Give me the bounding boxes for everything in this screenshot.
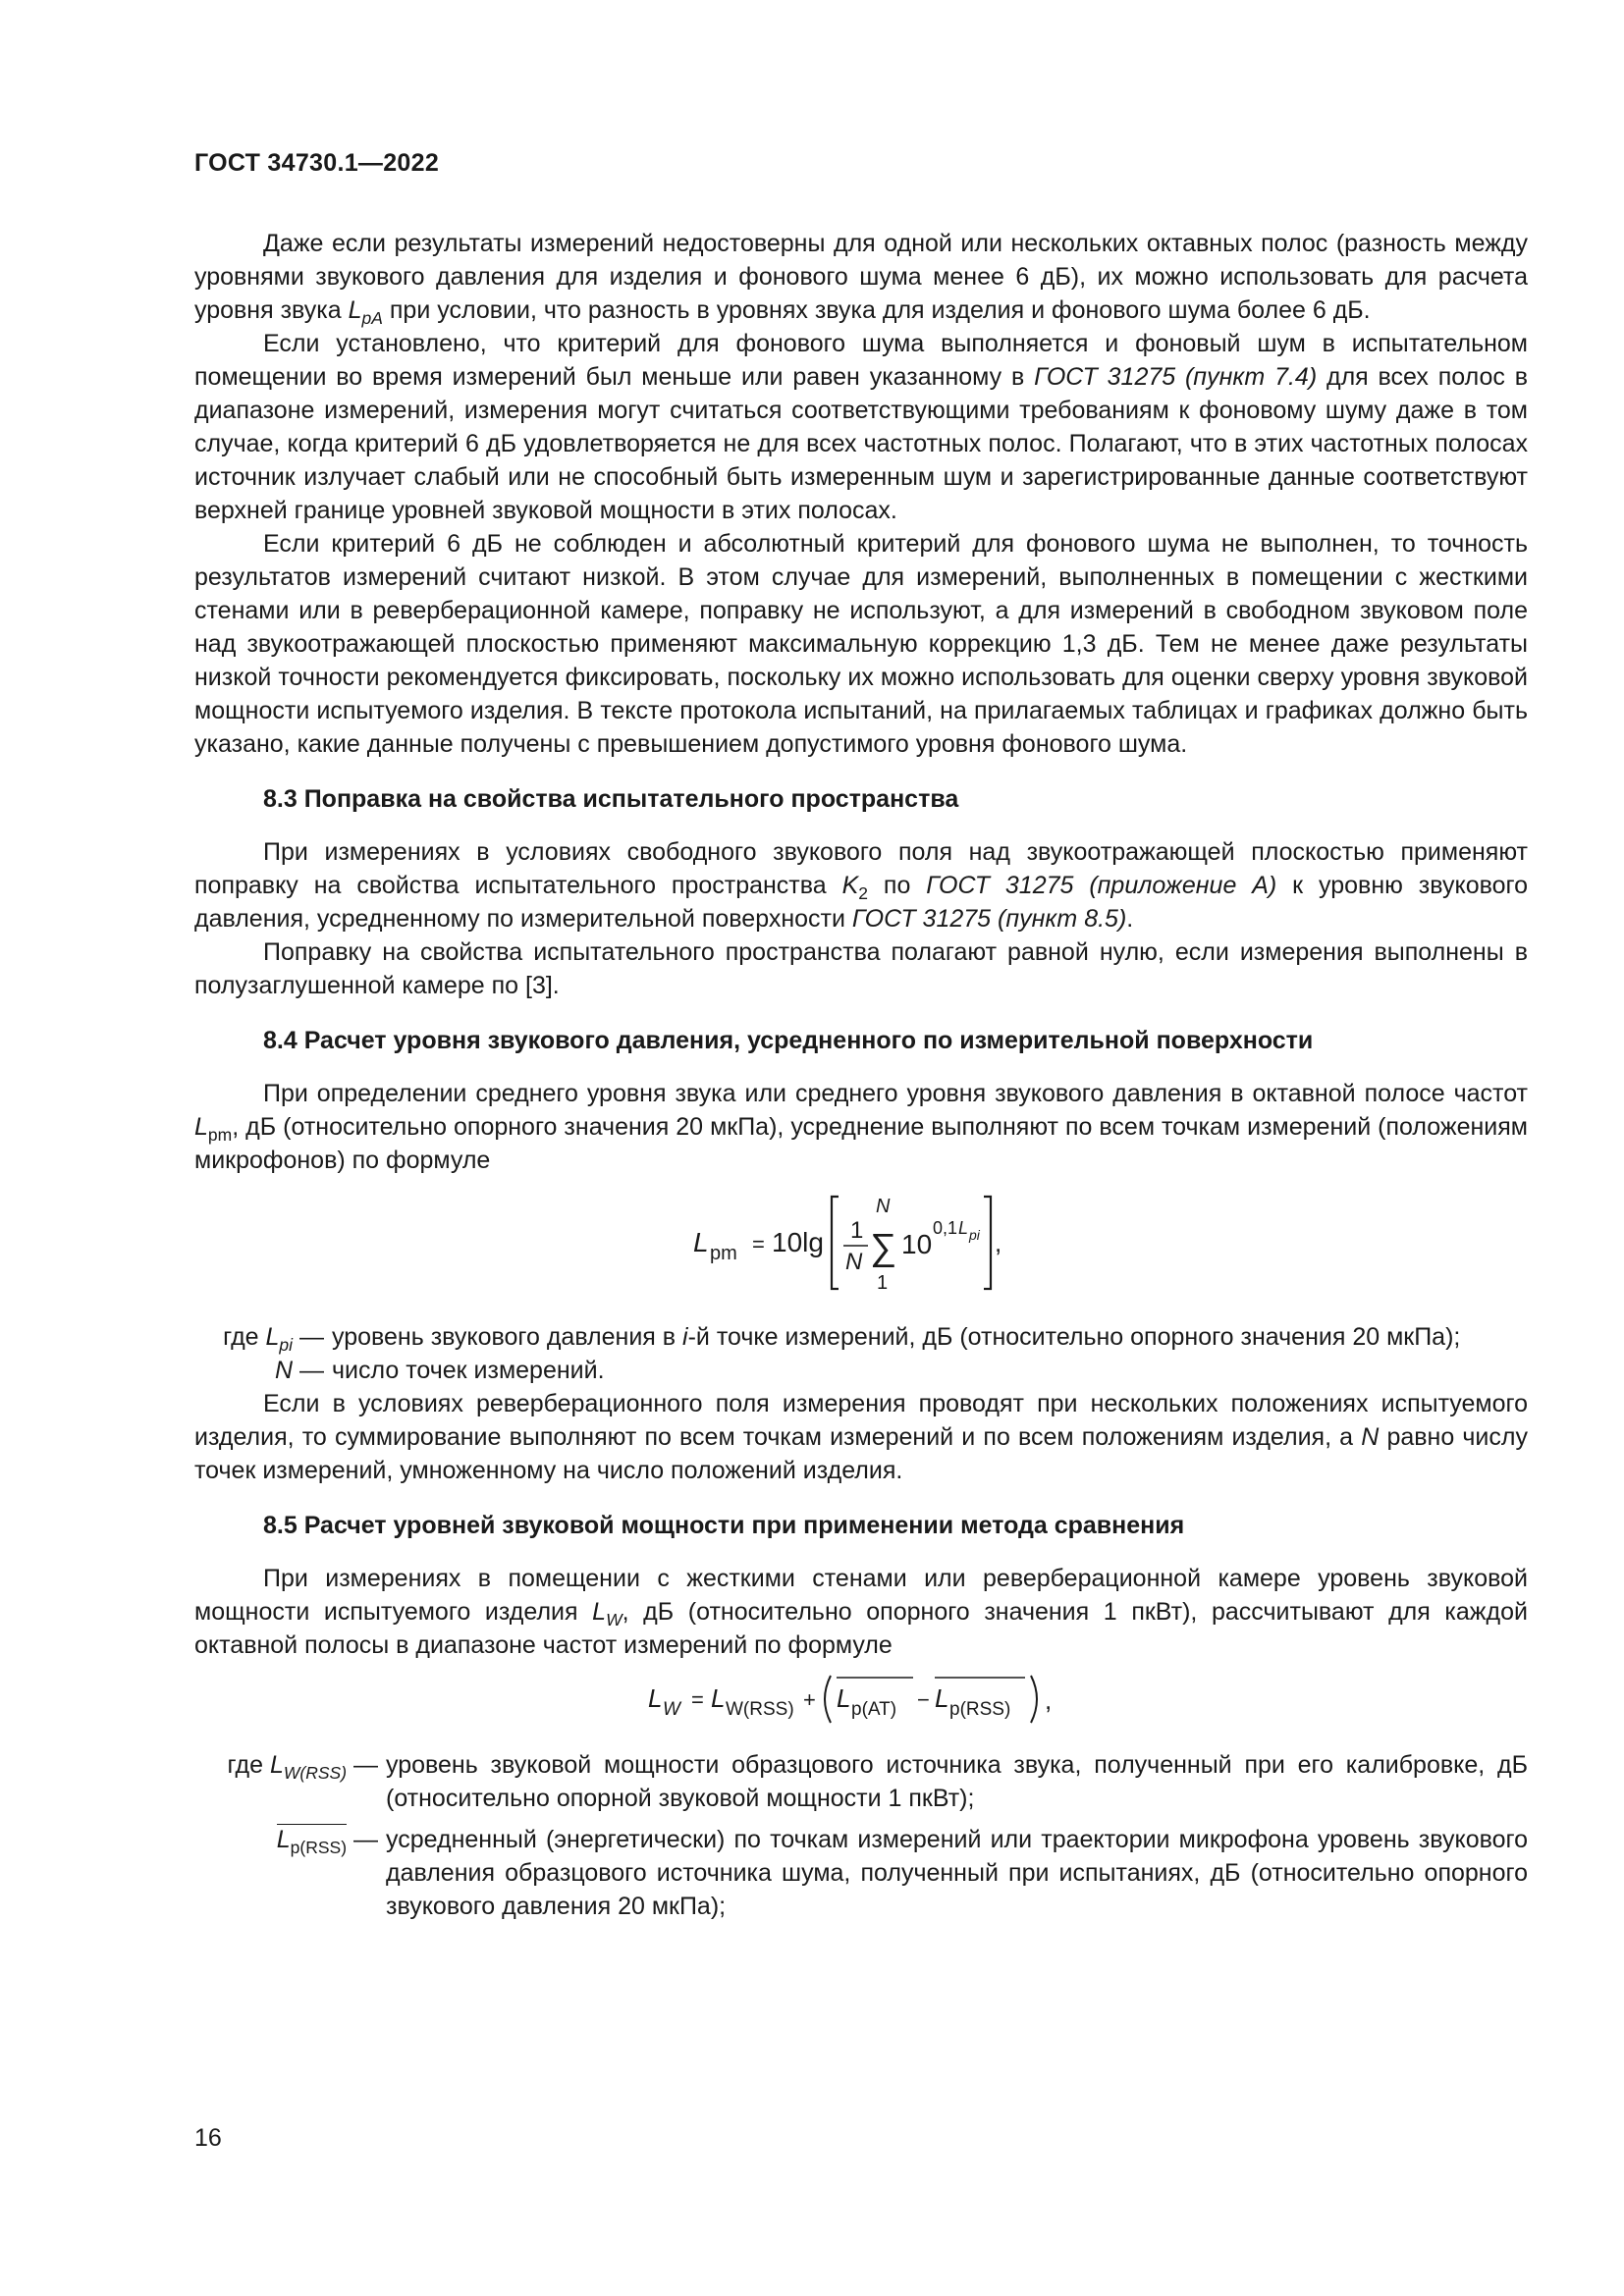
formula-mean-level — [194, 1191, 1528, 1299]
text-run: При измерениях в помещении с жесткими стенами или реверберационной камере уровень звуковой мощности испытуемого изделия — [194, 1565, 1528, 1626]
left-bracket — [832, 1197, 839, 1289]
text-run: по — [868, 872, 927, 899]
document-header: ГОСТ 34730.1—2022 — [194, 149, 440, 177]
exponent-subscript: pi — [969, 1227, 980, 1243]
formula-term-sub: p(AT) — [851, 1699, 897, 1720]
formula-lhs-sub: W — [663, 1699, 680, 1720]
text-run: равно числу точек измерений, умноженному на число положений изделия. — [194, 1423, 1528, 1484]
text-run: к уровню звукового давления, усредненному по измерительной поверхности — [194, 872, 1528, 933]
page-number: 16 — [194, 2124, 222, 2152]
definition-item — [194, 1748, 1528, 1815]
formula-comma: , — [995, 1228, 1002, 1257]
definition-item — [194, 1823, 1528, 1923]
formula-sound-power — [194, 1672, 1528, 1727]
definition-term: где $L_{pi}$ — — [223, 1323, 324, 1355]
symbol: L — [592, 1598, 607, 1626]
formula-term: L — [711, 1683, 726, 1713]
formula-term-sub: W(RSS) — [726, 1699, 794, 1720]
symbol-subscript: W — [606, 1610, 623, 1629]
formula-eq: = — [691, 1687, 704, 1712]
formula-coef: 10lg — [772, 1227, 824, 1257]
text-run: , дБ (относительно опорного значения 20 мкПа), усреднение выполняют по всем точкам измерений (положениям микрофонов) по формуле — [194, 1113, 1528, 1174]
standard-reference: ГОСТ 31275 (приложение А) — [926, 872, 1277, 899]
paragraph — [194, 327, 1528, 527]
right-paren — [1031, 1676, 1037, 1723]
document-page — [194, 0, 1528, 2296]
formula-lhs-sub: pm — [710, 1243, 737, 1264]
definition-term: $L_{p(RSS)}$ — — [276, 1826, 378, 1857]
paragraph — [194, 835, 1528, 935]
text-run: . — [1126, 905, 1134, 933]
definition-term: где $L_{W(RSS)}$ — — [227, 1751, 378, 1783]
sum-upper-limit: N — [876, 1196, 891, 1217]
definition-item — [194, 1320, 1528, 1354]
symbol: N — [1361, 1423, 1380, 1451]
paragraph — [194, 227, 1528, 327]
fraction-numerator: 1 — [850, 1217, 864, 1244]
document-body — [194, 227, 1528, 1923]
formula-term: L — [837, 1683, 851, 1713]
paragraph: Поправку на свойства испытательного пространства полагают равной нулю, если измерения выполнены в полузаглушенной камере по [3]. — [194, 938, 1528, 999]
paragraph: Если критерий 6 дБ не соблюден и абсолютный критерий для фонового шума не выполнен, то точность результатов измерений считают низкой. В этом случае для измерений, выполненных в помещении с жесткими стенами или в реверберационной камере, поправку не используют, а для измерений в свободном звуковом поле над звукоотражающей плоскостью применяют максимальную коррекцию 1,3 дБ. Тем не менее даже результаты низкой точности рекомендуется фиксировать, поскольку их можно использовать для оценки сверху уровня звуковой мощности испытуемого изделия. В тексте протокола испытаний, на прилагаемых таблицах и графиках должно быть указано, какие данные получены с превышением допустимого уровня фонового шума. — [194, 530, 1528, 758]
formula-svg — [648, 1672, 1080, 1727]
symbol: L — [194, 1113, 208, 1141]
paragraph — [194, 1387, 1528, 1487]
formula-eq: = — [752, 1232, 765, 1256]
formula-term-sub: p(RSS) — [949, 1699, 1011, 1720]
symbol-subscript: pm — [207, 1125, 233, 1145]
text-run: Если в условиях реверберационного поля измерения проводят при нескольких положениях испытуемого изделия, то суммирование выполняют по всем точкам измерений и по всем положениям изделия, а — [194, 1390, 1528, 1451]
section-heading-8-3: 8.3 Поправка на свойства испытательного пространства — [263, 785, 959, 813]
standard-reference: ГОСТ 31275 (пункт 8.5) — [851, 905, 1127, 933]
definition-description: уровень звуковой мощности образцового источника звука, полученный при его калибровке, дБ (относительно опорной звуковой мощности 1 пкВт); — [386, 1751, 1528, 1812]
formula-minus: − — [917, 1687, 930, 1712]
text-run: , дБ (относительно опорного значения 1 пкВт), рассчитывают для каждой октавной полосы в диапазоне частот измерений по формуле — [194, 1598, 1528, 1659]
right-bracket — [984, 1197, 991, 1289]
section-heading-8-5: 8.5 Расчет уровней звуковой мощности при применении метода сравнения — [263, 1512, 1185, 1539]
formula-comma: , — [1045, 1685, 1053, 1715]
formula-lhs: L — [693, 1227, 709, 1257]
standard-reference: ГОСТ 31275 (пункт 7.4) — [1034, 363, 1318, 391]
sum-sign: ∑ — [870, 1227, 897, 1268]
fraction-denominator: N — [845, 1249, 863, 1275]
paragraph — [194, 1562, 1528, 1662]
symbol: K — [841, 872, 859, 899]
text-run: при условии, что разность в уровнях звука для изделия и фонового шума более 6 дБ. — [382, 296, 1371, 324]
power-base: 10 — [901, 1229, 933, 1259]
symbol-subscript: pA — [361, 308, 383, 328]
sum-lower-limit: 1 — [877, 1272, 889, 1294]
symbol-subscript: 2 — [858, 883, 868, 903]
text-run: Если установлено, что критерий для фонового шума выполняется и фоновый шум в испытательном помещении во время измерений был меньше или равен указанному в — [194, 330, 1528, 391]
exponent-symbol: L — [958, 1218, 969, 1238]
formula-lhs: L — [648, 1683, 663, 1713]
text-run: Даже если результаты измерений недостоверны для одной или нескольких октавных полос (разность между уровнями звукового давления для изделия и фонового шума менее 6 дБ), их можно использовать для расчета уровня звука — [194, 230, 1528, 324]
text-run: При измерениях в условиях свободного звукового поля над звукоотражающей плоскостью применяют поправку на свойства испытательного пространства — [194, 838, 1528, 899]
definition-description: усредненный (энергетически) по точкам измерений или траектории микрофона уровень звукового давления образцового источника шума, полученный при испытаниях, дБ (относительно опорного звукового давления 20 мкПа); — [386, 1826, 1528, 1920]
text-run: для всех полос в диапазоне измерений, измерения могут считаться соответствующими требованиям к фоновому шуму даже в том случае, когда критерий 6 дБ удовлетворяется не для всех частотных полос. Полагают, что в этих частотных полосах источник излучает слабый или не способный быть измеренным шум и зарегистрированные данные соответствуют верхней границе уровней звуковой мощности в этих полосах. — [194, 363, 1528, 524]
section-heading-8-4: 8.4 Расчет уровня звукового давления, усредненного по измерительной поверхности — [263, 1027, 1314, 1054]
definition-term: N — — [274, 1357, 324, 1384]
left-paren — [825, 1676, 831, 1723]
symbol: L — [348, 296, 362, 324]
formula-term: L — [935, 1683, 949, 1713]
definition-item — [194, 1354, 1528, 1387]
formula-plus: + — [803, 1687, 816, 1712]
formula-svg — [693, 1191, 1007, 1299]
definition-description: число точек измерений. — [332, 1357, 605, 1384]
text-run: При определении среднего уровня звука или среднего уровня звукового давления в октавной полосе частот — [263, 1080, 1528, 1107]
paragraph — [194, 1077, 1528, 1177]
definition-description: уровень звукового давления в i-й точке измерений, дБ (относительно опорного значения 20 мкПа); — [332, 1323, 1461, 1351]
power-exponent: 0,1 — [933, 1218, 958, 1238]
